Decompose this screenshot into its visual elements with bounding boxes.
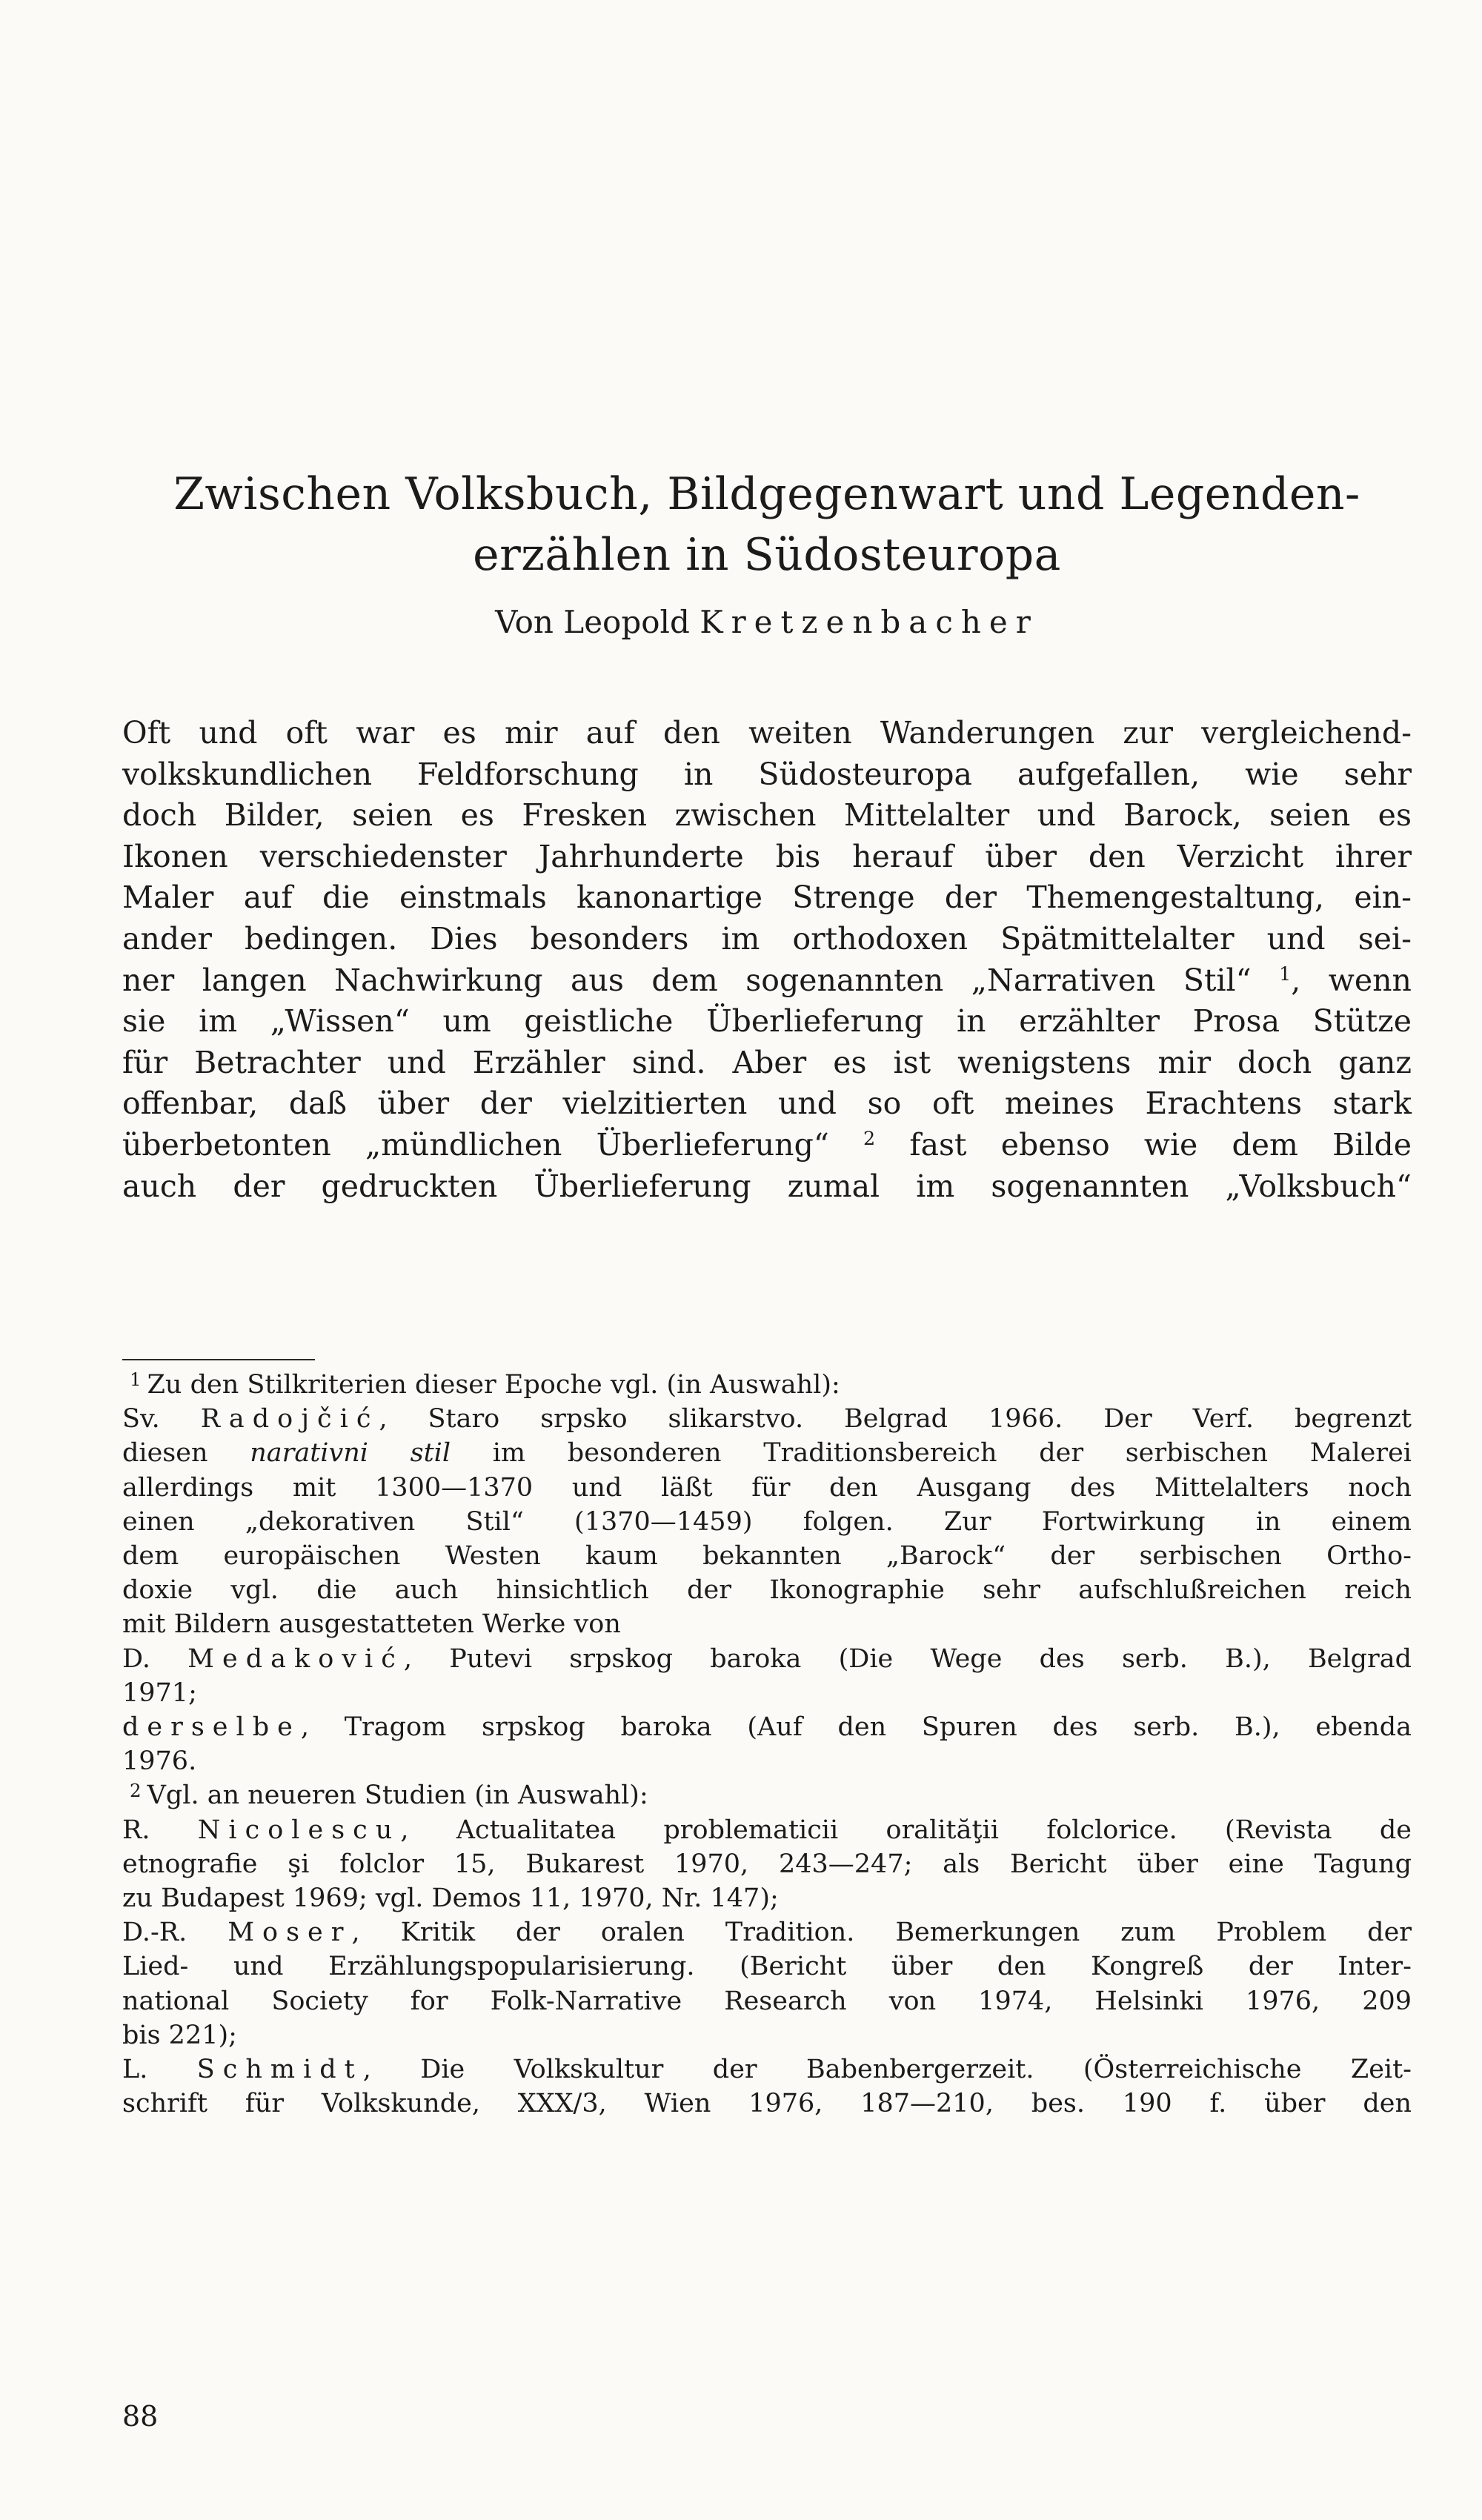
footnote-ref-1: 1 — [1279, 962, 1292, 985]
author-name: Moser — [227, 1918, 352, 1948]
footnote-line: dem europäischen Westen kaum bekannten „Barock“ der serbischen Ortho- — [122, 1541, 1412, 1572]
footnote-line: zu Budapest 1969; vgl. Demos 11, 1970, Nr. 147); — [122, 1884, 779, 1914]
body-line: volkskundlichen Feldforschung in Südosteuropa aufgefallen, wie sehr — [122, 756, 1412, 792]
italic-term: narativni stil — [250, 1438, 451, 1469]
author-name: Schmidt — [196, 2055, 363, 2085]
author-name: Nicolescu — [197, 1815, 401, 1845]
footnote-line: bis 221); — [122, 2020, 237, 2050]
footnote-line: doxie vgl. die auch hinsichtlich der Ikonographie sehr aufschlußreichen reich — [122, 1575, 1412, 1606]
footnote-line: einen „dekorativen Stil“ (1370—1459) folgen. Zur Fortwirkung in einem — [122, 1506, 1412, 1537]
author-name: Radojčić — [200, 1404, 379, 1434]
body-line: sie im „Wissen“ um geistliche Überlieferung in erzählter Prosa Stütze — [122, 1003, 1412, 1040]
author-name: Medaković — [187, 1643, 404, 1674]
footnote-line: schrift für Volkskunde, XXX/3, Wien 1976, 187—210, bes. 190 f. über den — [122, 2089, 1412, 2119]
footnote-ref-2: 2 — [863, 1126, 876, 1149]
footnote-line: national Society for Folk-Narrative Research von 1974, Helsinki 1976, 209 — [122, 1986, 1412, 2016]
body-line: auch der gedruckten Überlieferung zumal im sogenannten „Volksbuch“ — [122, 1168, 1412, 1204]
article-title — [122, 464, 1412, 585]
body-line: offenbar, daß über der vielzitierten und so oft meines Erachtens stark — [122, 1086, 1412, 1122]
author-byline — [122, 602, 1412, 643]
footnote-line: Lied- und Erzählungspopularisierung. (Bericht über den Kongreß der Inter- — [122, 1952, 1412, 1982]
footnote-line: derselbe, Tragom srpskog baroka (Auf den Spuren des serb. B.), ebenda — [122, 1712, 1412, 1743]
book-page — [122, 0, 1412, 2520]
footnote-line: etnografie şi folclor 15, Bukarest 1970, 243—247; als Bericht über eine Tagung — [122, 1849, 1412, 1879]
footnote-line: D.-R. Moser, Kritik der oralen Tradition. Bemerkungen zum Problem der — [122, 1918, 1412, 1948]
body-line: Oft und oft war es mir auf den weiten Wanderungen zur vergleichend- — [122, 715, 1412, 751]
body-line: überbetonten „mündlichen Überlieferung“ $^2$ fast ebenso wie dem Bilde — [122, 1126, 1412, 1163]
body-line: Ikonen verschiedenster Jahrhunderte bis herauf über den Verzicht ihrer — [122, 838, 1412, 874]
footnote-line: D. Medaković, Putevi srpskog baroka (Die Wege des serb. B.), Belgrad — [122, 1643, 1412, 1674]
body-line: Maler auf die einstmals kanonartige Strenge der Themengestaltung, ein- — [122, 880, 1412, 916]
body-line: für Betrachter und Erzähler sind. Aber es ist wenigstens mir doch ganz — [122, 1044, 1412, 1080]
title-line-1: Zwischen Volksbuch, Bildgegenwart und Legenden- — [173, 468, 1360, 520]
footnote-line: R. Nicolescu, Actualitatea problematicii oralităţii folclorice. (Revista de — [122, 1815, 1412, 1845]
footnote-line: diesen narativni stil im besonderen Traditionsbereich der serbischen Malerei — [122, 1438, 1412, 1469]
footnote-marker-2: 2 — [130, 1779, 142, 1801]
main-text — [122, 713, 1412, 1207]
footnote-line: 1976. — [122, 1746, 197, 1777]
author-surname: Kretzenbacher — [700, 604, 1039, 640]
footnote-line: L. Schmidt, Die Volkskultur der Babenbergerzeit. (Österreichische Zeit- — [122, 2055, 1412, 2085]
title-line-2: erzählen in Südosteuropa — [473, 529, 1061, 581]
author-name: derselbe — [122, 1712, 301, 1743]
footnote-line: allerdings mit 1300—1370 und läßt für den Ausgang des Mittelalters noch — [122, 1472, 1412, 1503]
footnote-1-intro: $^1$ Zu den Stilkriterien dieser Epoche vgl. (in Auswahl): — [130, 1369, 840, 1400]
footnote-marker-1: 1 — [130, 1369, 142, 1391]
body-line: doch Bilder, seien es Fresken zwischen Mittelalter und Barock, seien es — [122, 797, 1412, 834]
footnote-line: 1971; — [122, 1678, 197, 1708]
body-line: ner langen Nachwirkung aus dem sogenannten „Narrativen Stil“ $^1$, wenn — [122, 962, 1412, 998]
byline-prefix: Von Leopold — [495, 604, 700, 640]
body-line: ander bedingen. Dies besonders im orthodoxen Spätmittelalter und sei- — [122, 920, 1412, 957]
footnote-line: mit Bildern ausgestatteten Werke von — [122, 1609, 621, 1640]
footnote-line: Sv. Radojčić, Staro srpsko slikarstvo. Belgrad 1966. Der Verf. begrenzt — [122, 1404, 1412, 1434]
footnote-separator — [122, 1359, 315, 1360]
footnotes — [122, 1368, 1412, 2121]
footnote-2-intro: $^2$ Vgl. an neueren Studien (in Auswahl): — [130, 1779, 648, 1811]
page-number: 88 — [122, 2400, 159, 2433]
